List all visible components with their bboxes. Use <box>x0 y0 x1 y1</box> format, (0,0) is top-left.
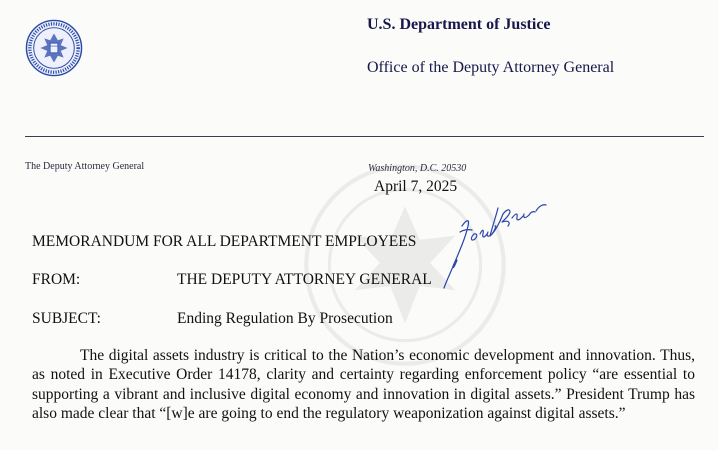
subject-label: SUBJECT: <box>32 310 101 327</box>
doj-seal-icon <box>25 19 83 77</box>
sender-title: The Deputy Attorney General <box>25 161 145 172</box>
location: Washington, D.C. 20530 <box>368 163 467 174</box>
from-value: THE DEPUTY ATTORNEY GENERAL <box>177 271 432 288</box>
memo-date: April 7, 2025 <box>374 178 458 195</box>
signature-icon <box>440 194 555 290</box>
memo-recipient: MEMORANDUM FOR ALL DEPARTMENT EMPLOYEES <box>32 233 417 250</box>
memo-body-paragraph: The digital assets industry is critical to the Nation’s economic development and innovation. Thus, as noted in Executive Order 14178, clarity and certainty regarding enforcement policy “are essential to supporting a vibrant and inclusive digital economy and innovation in digital assets.” President Trump has also made clear that “[w]e are going to end the regulatory weaponization against digital assets.” <box>32 347 695 422</box>
letterhead-divider <box>25 136 704 137</box>
from-label: FROM: <box>32 271 81 288</box>
office-name: Office of the Deputy Attorney General <box>367 59 615 76</box>
subject-value: Ending Regulation By Prosecution <box>177 310 393 327</box>
department-name: U.S. Department of Justice <box>367 16 551 33</box>
